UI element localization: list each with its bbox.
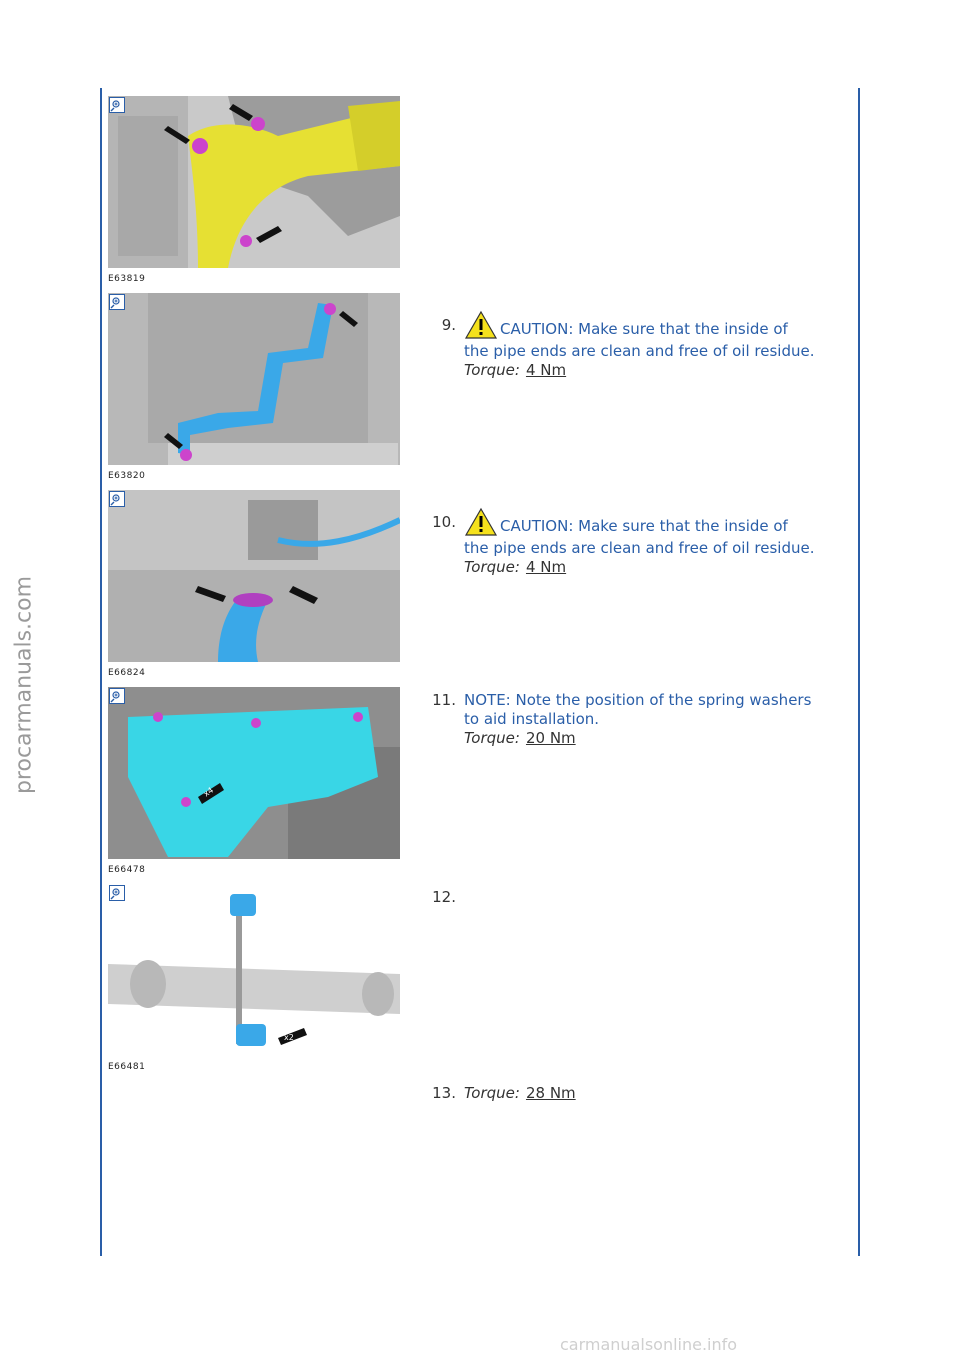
warning-icon xyxy=(464,507,498,537)
figure-exhaust-mounts xyxy=(108,884,400,1072)
figure-image xyxy=(108,96,400,268)
figure-underside-pipe xyxy=(108,293,400,481)
figure-image xyxy=(108,884,400,1056)
step-body xyxy=(464,1084,824,1103)
zoom-icon[interactable] xyxy=(109,688,125,704)
step-body xyxy=(464,513,824,577)
caution-text: CAUTION: Make sure that the inside of xyxy=(500,320,788,338)
right-margin-rule xyxy=(858,88,860,1256)
torque-spec xyxy=(464,558,824,577)
zoom-icon[interactable] xyxy=(109,97,125,113)
zoom-icon[interactable] xyxy=(109,885,125,901)
figure-image xyxy=(108,490,400,662)
torque-value-link[interactable]: 28 Nm xyxy=(525,1084,576,1102)
quantity-label: x2 xyxy=(284,1033,294,1042)
quantity-label: x4 xyxy=(201,785,216,799)
figure-code: E66481 xyxy=(108,1062,146,1072)
warning-icon xyxy=(464,310,498,340)
caution-line xyxy=(464,316,824,342)
figure-image xyxy=(108,687,400,859)
torque-value-link[interactable]: 20 Nm xyxy=(525,729,576,747)
note-text: NOTE: Note the position of the spring washers to aid installation. xyxy=(464,691,812,728)
figure-code: E66824 xyxy=(108,668,146,678)
figure-code: E66478 xyxy=(108,865,146,875)
bottom-watermark: carmanualsonline.info xyxy=(560,1335,738,1354)
torque-spec xyxy=(464,1084,824,1103)
torque-value-link[interactable]: 4 Nm xyxy=(525,558,567,576)
step-body xyxy=(464,316,824,380)
caution-text: CAUTION: Make sure that the inside of xyxy=(500,517,788,535)
caution-text-rest: the pipe ends are clean and free of oil residue. xyxy=(464,539,815,557)
torque-value-link[interactable]: 4 Nm xyxy=(525,361,567,379)
caution-line xyxy=(464,513,824,539)
torque-label: Torque: xyxy=(464,361,520,379)
step-body xyxy=(464,691,824,748)
step-number: 13. xyxy=(432,1084,456,1102)
torque-label: Torque: xyxy=(464,729,520,747)
step-number: 9. xyxy=(441,316,456,334)
torque-label: Torque: xyxy=(464,558,520,576)
torque-label: Torque: xyxy=(464,1084,520,1102)
figure-intake-pipe xyxy=(108,490,400,678)
figure-code: E63820 xyxy=(108,471,146,481)
figure-heat-shield xyxy=(108,687,400,875)
figure-image xyxy=(108,293,400,465)
step-number: 12. xyxy=(432,888,456,906)
torque-spec xyxy=(464,729,824,748)
caution-text-rest: the pipe ends are clean and free of oil residue. xyxy=(464,342,815,360)
torque-spec xyxy=(464,361,824,380)
left-margin-rule xyxy=(100,88,102,1256)
side-watermark: procarmanuals.com xyxy=(11,575,37,795)
step-number: 10. xyxy=(432,513,456,531)
zoom-icon[interactable] xyxy=(109,491,125,507)
figure-exhaust-flange xyxy=(108,96,400,284)
figure-code: E63819 xyxy=(108,274,146,284)
zoom-icon[interactable] xyxy=(109,294,125,310)
step-number: 11. xyxy=(432,691,456,709)
